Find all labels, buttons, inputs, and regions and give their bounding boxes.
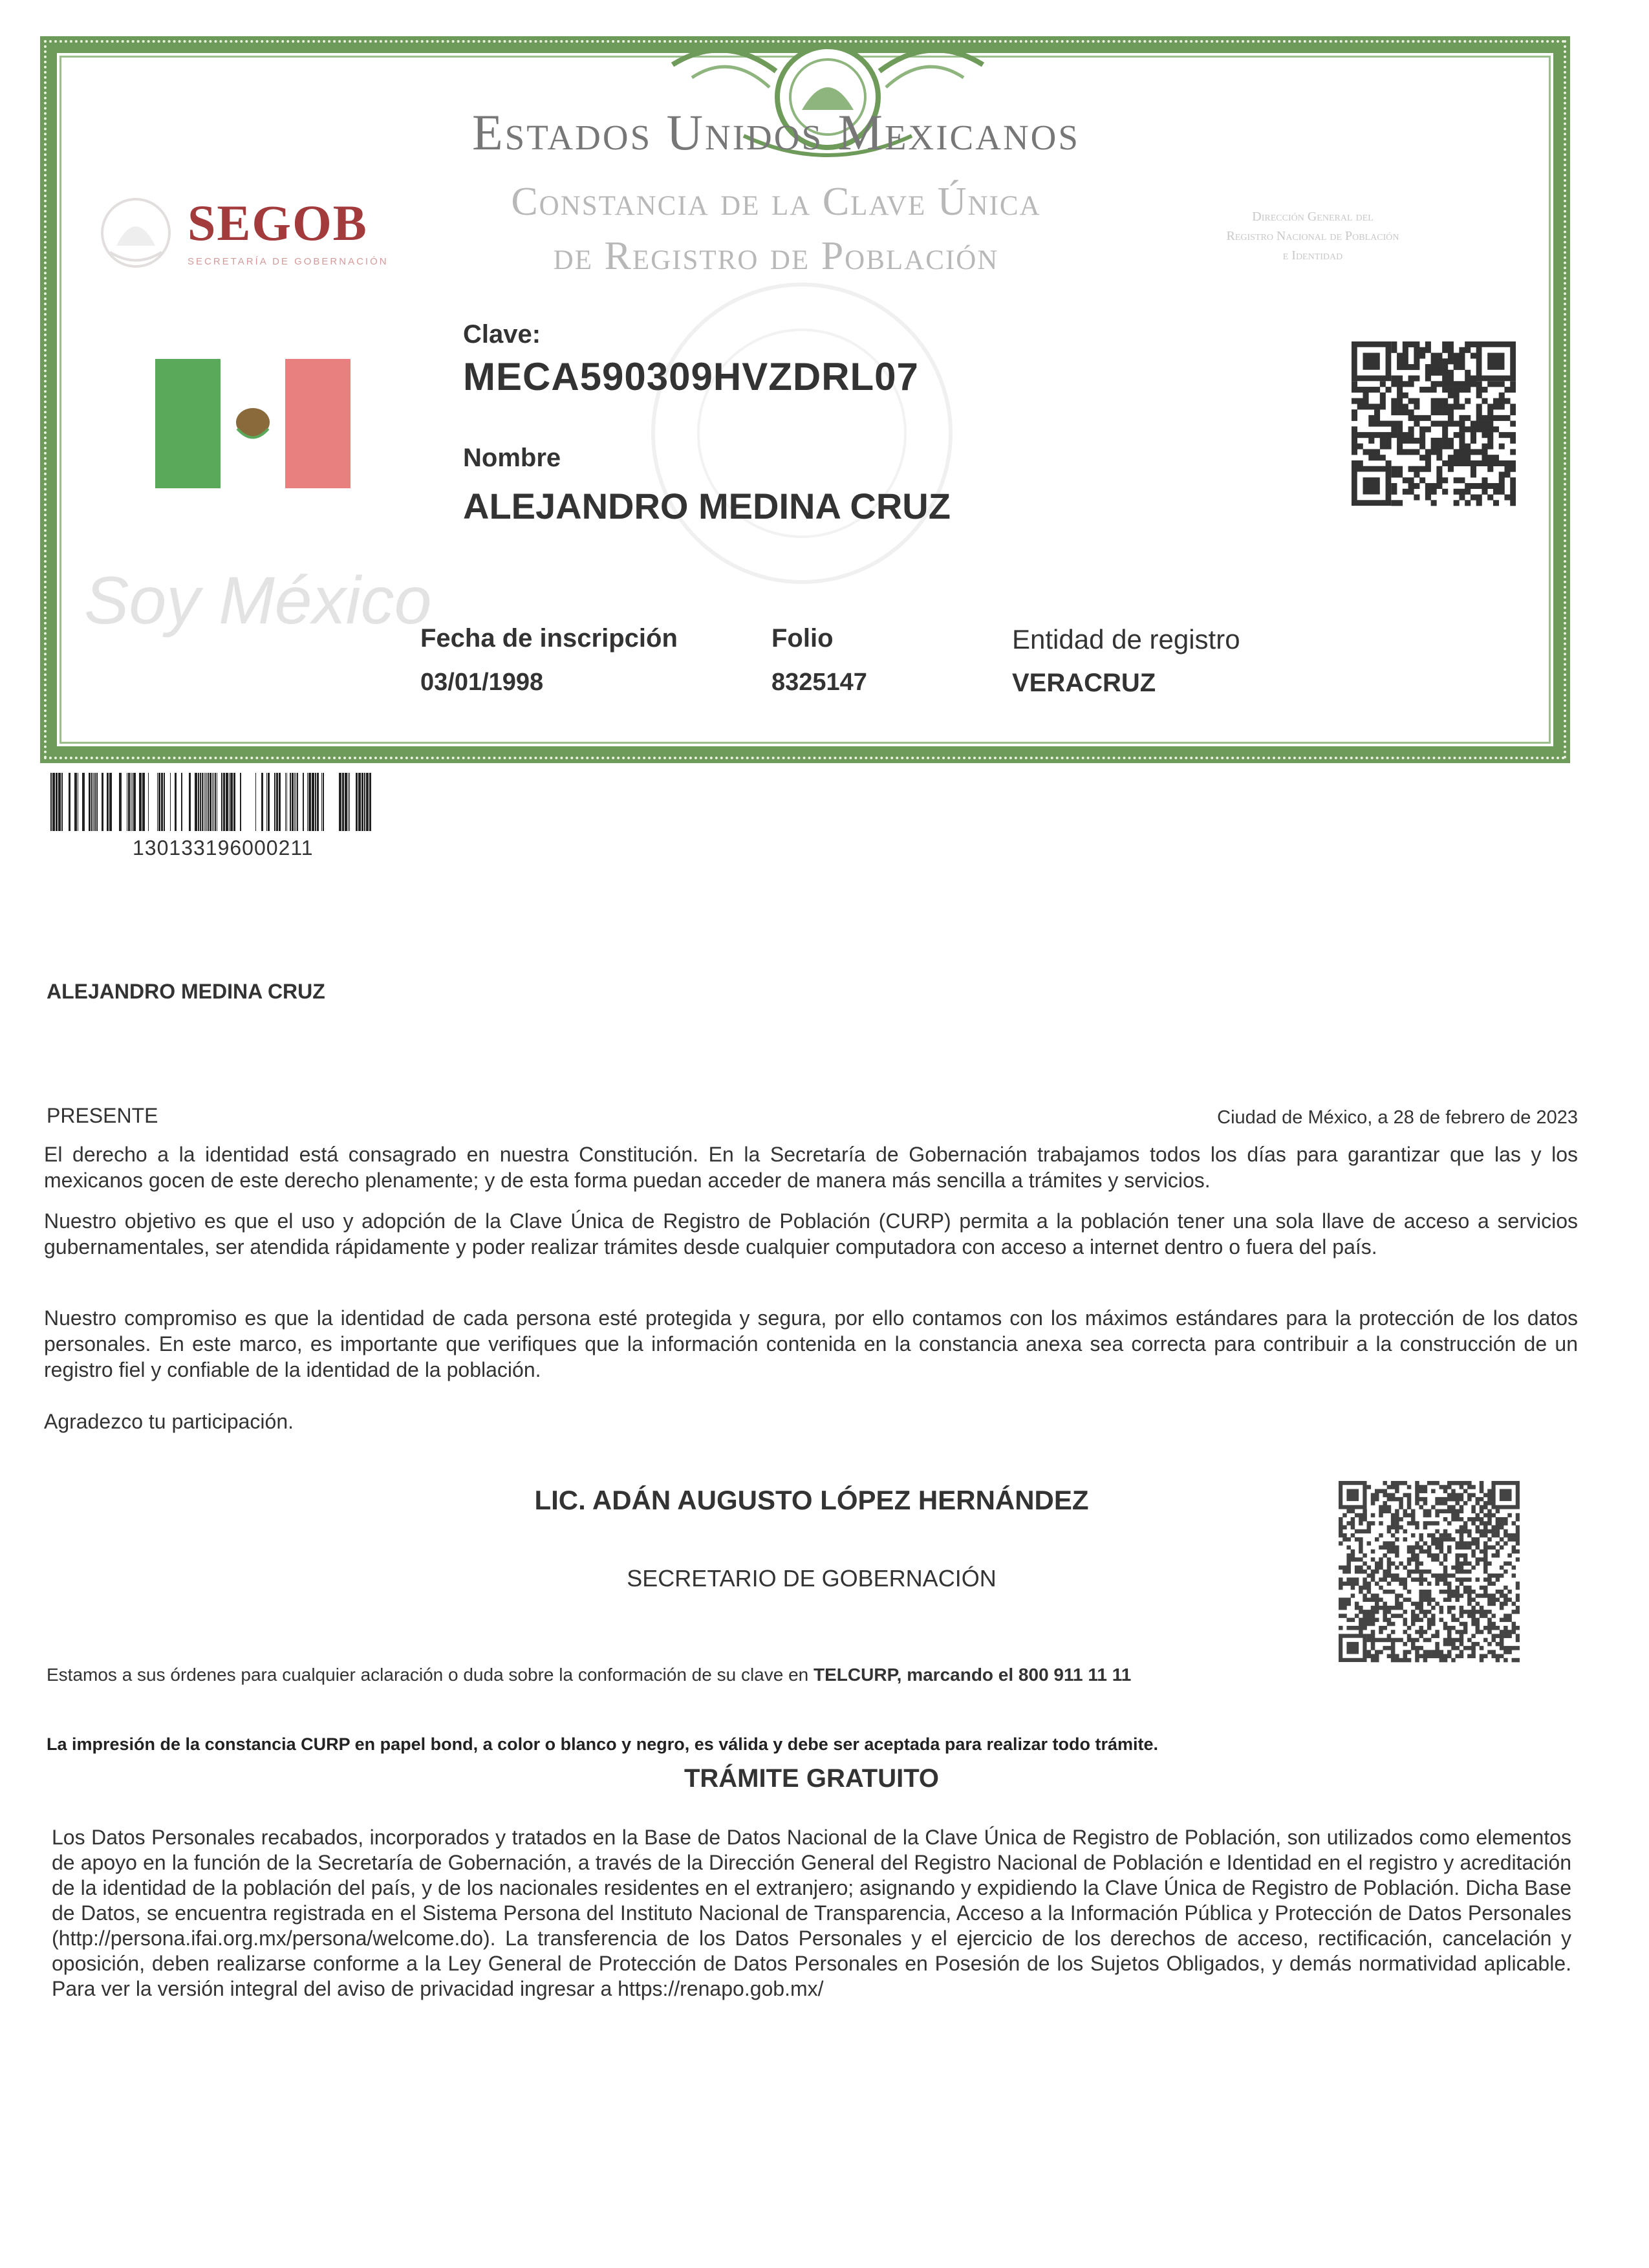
barcode-number: 130133196000211 xyxy=(133,836,314,859)
directorate-line-3: e Identidad xyxy=(1282,248,1343,263)
qr-code-2-icon xyxy=(1339,1481,1520,1669)
contact-text: Estamos a sus órdenes para cualquier aclaración o duda sobre la conformación de su clave en xyxy=(47,1665,814,1685)
background-seal-watermark xyxy=(569,278,1035,589)
document-subtitle-line-1: Constancia de la Clave Única xyxy=(511,180,1041,224)
mexican-flag-icon xyxy=(155,359,350,488)
segob-logo-subtitle: SECRETARÍA DE GOBERNACIÓN xyxy=(188,256,389,267)
paragraph-4: Agradezco tu participación. xyxy=(44,1410,294,1433)
entidad-value: VERACRUZ xyxy=(1012,669,1156,697)
paragraph-3: Nuestro compromiso es que la identidad de cada persona esté protegida y segura, por ello contamos con los máximos estándares para la protección de los datos personales. En este marco, es importante que verifiques que la información contenida en la constancia anexa sea correcta para contribuir a la construcción de un registro fiel y confiable de la identidad de la población. xyxy=(44,1306,1578,1381)
flag-red-band xyxy=(285,359,350,488)
directorate-line-2: Registro Nacional de Población xyxy=(1226,229,1399,243)
folio-label: Folio xyxy=(771,624,834,653)
document-subtitle xyxy=(388,175,1164,283)
barcode-icon xyxy=(50,773,371,831)
document-subtitle-line-2: de Registro de Población xyxy=(553,234,999,278)
soy-mexico-watermark: Soy México xyxy=(84,563,432,638)
presente-label: PRESENTE xyxy=(47,1104,158,1127)
nombre-label: Nombre xyxy=(463,444,561,472)
contact-line xyxy=(47,1665,1131,1685)
date-line: Ciudad de México, a 28 de febrero de 2023 xyxy=(1217,1107,1578,1128)
validity-notice: La impresión de la constancia CURP en papel bond, a color o blanco y negro, es válida y debe ser aceptada para realizar todo trámite. xyxy=(47,1734,1159,1754)
flag-white-band xyxy=(221,359,286,488)
paragraph-2: Nuestro objetivo es que el uso y adopción de la Clave Única de Registro de Población (CURP) permita a la población tener una sola llave de acceso a servicios gubernamentales, ser atendida rápidamente y poder realizar trámites desde cualquier computadora con acceso a internet dentro o fuera del país. xyxy=(44,1209,1578,1258)
tramite-gratuito: TRÁMITE GRATUITO xyxy=(684,1764,940,1793)
telcurp-number: TELCURP, marcando el 800 911 11 11 xyxy=(814,1665,1132,1685)
recipient-name: ALEJANDRO MEDINA CRUZ xyxy=(47,980,325,1003)
signer-title: SECRETARIO DE GOBERNACIÓN xyxy=(627,1565,997,1592)
paragraph-1: El derecho a la identidad está consagrado en nuestra Constitución. En la Secretaría de Gobernación trabajamos todos los días para garantizar que las y los mexicanos gocen de este derecho plenamente; y de esta forma puedan acceder de manera más sencilla a trámites y servicios. xyxy=(44,1143,1578,1192)
fecha-inscripcion-label: Fecha de inscripción xyxy=(420,624,678,653)
flag-emblem-icon xyxy=(221,359,285,488)
directorate-line-1: Dirección General del xyxy=(1252,210,1374,224)
entidad-label: Entidad de registro xyxy=(1012,624,1240,654)
qr-code-icon xyxy=(1352,341,1516,508)
coat-of-arms-icon xyxy=(97,194,175,272)
flag-green-band xyxy=(155,359,221,488)
document-title: Estados Unidos Mexicanos xyxy=(472,104,1080,160)
directorate-name xyxy=(1158,207,1468,265)
nombre-value: ALEJANDRO MEDINA CRUZ xyxy=(463,486,951,526)
folio-value: 8325147 xyxy=(771,669,867,696)
fecha-inscripcion-value: 03/01/1998 xyxy=(420,669,544,696)
curp-value: MECA590309HVZDRL07 xyxy=(463,355,919,398)
privacy-notice: Los Datos Personales recabados, incorporados y tratados en la Base de Datos Nacional de la Clave Única de Registro de Población, son utilizados como elementos de apoyo en la función de la Secretaría de Gobernación, a través de la Dirección General del Registro Nacional de Población e Identidad en el registro y acreditación de la identidad de la población del país, y de los nacionales residentes en el extranjero; asignando y expidiendo la Clave Única de Registro de Población. Dicha Base de Datos, se encuentra registrada en el Sistema Persona del Instituto Nacional de Transparencia, Acceso a la Información Pública y Protección de Datos Personales (http://persona.ifai.org.mx/persona/welcome.do). La transferencia de los Datos Personales y el ejercicio de los derechos de acceso, rectificación, cancelación y oposición, deben realizarse conforme a la Ley General de Protección de Datos Personales en Posesión de los Sujetos Obligados, y demás normatividad aplicable. Para ver la versión integral del aviso de privacidad ingresar a https://renapo.gob.mx/ xyxy=(52,1826,1571,2000)
segob-logo: SEGOB xyxy=(188,195,368,251)
signer-name: LIC. ADÁN AUGUSTO LÓPEZ HERNÁNDEZ xyxy=(534,1485,1089,1515)
clave-label: Clave: xyxy=(463,320,541,349)
